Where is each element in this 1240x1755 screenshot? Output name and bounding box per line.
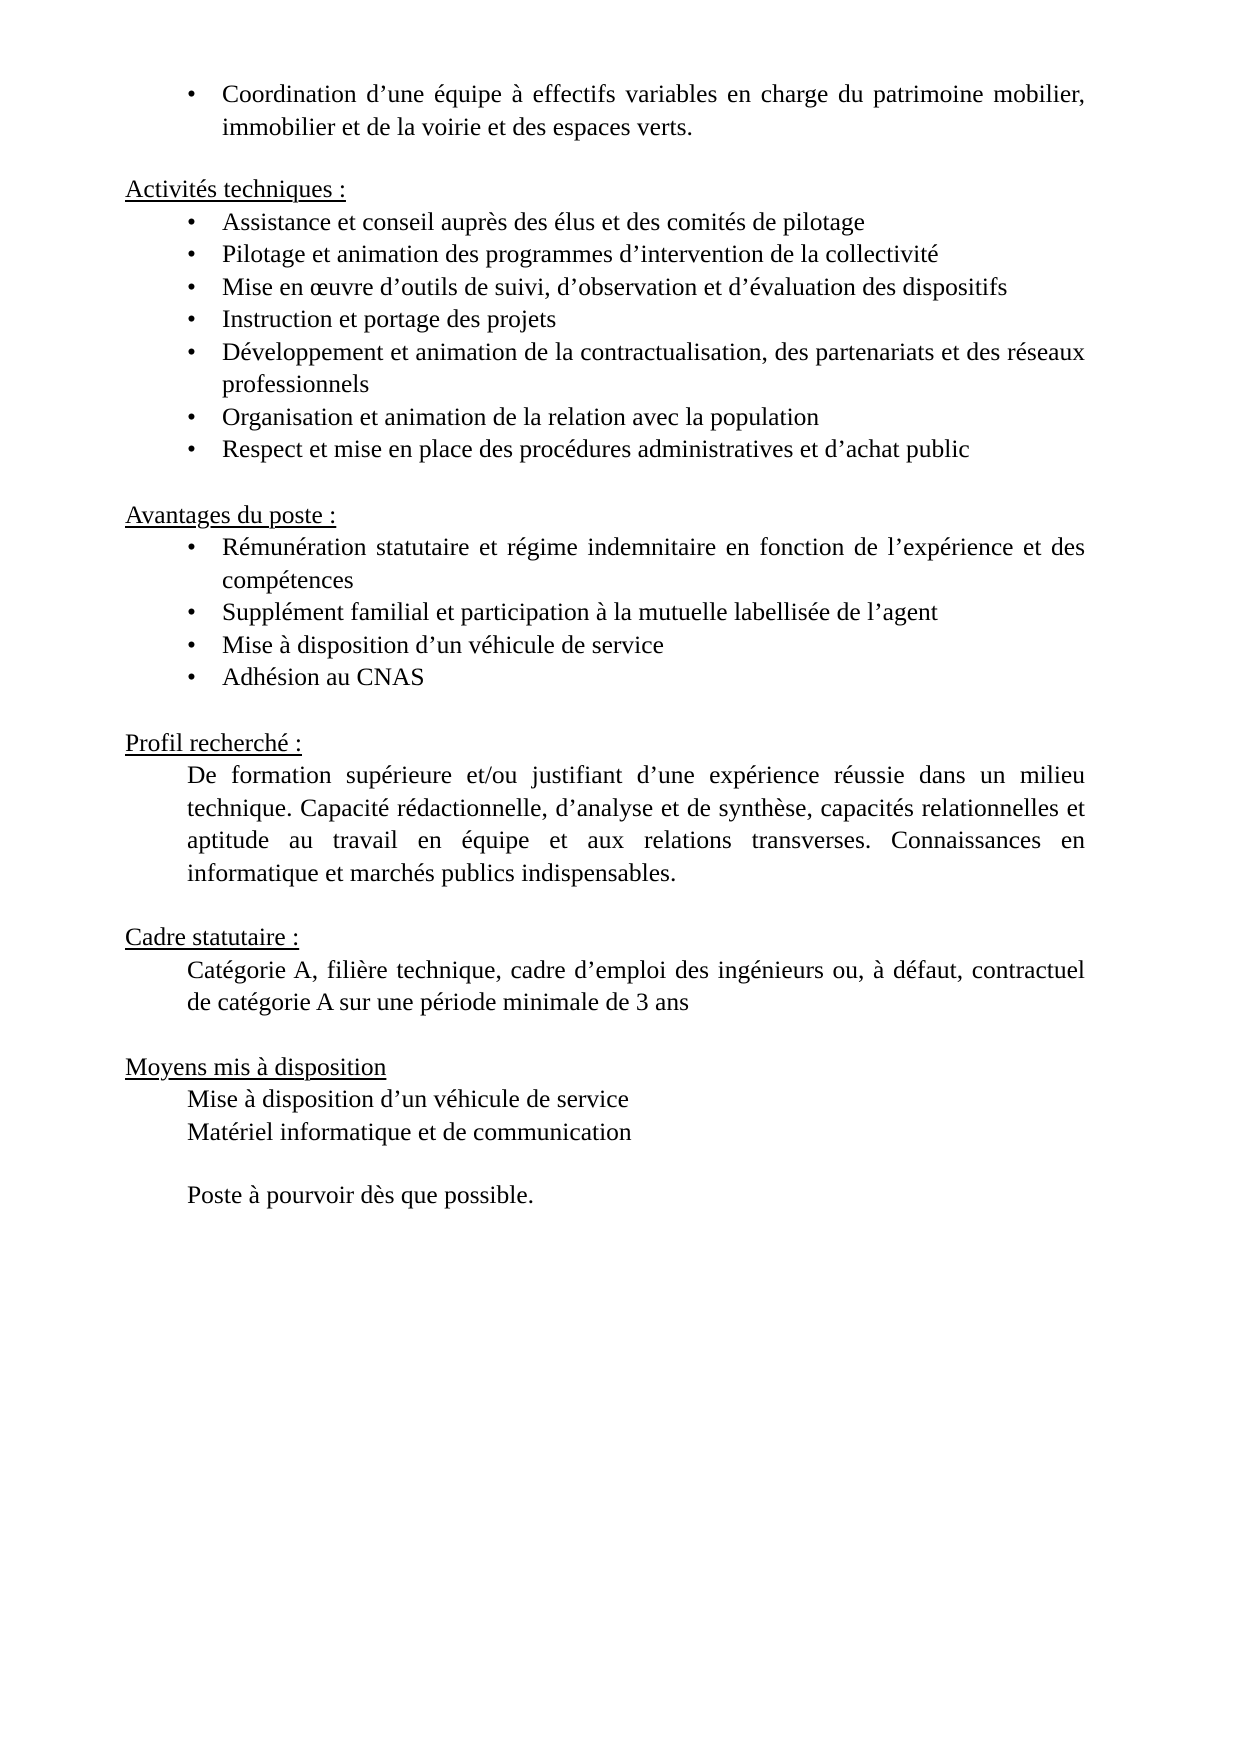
list-item-text: • Mise en œuvre d’outils de suivi, d’observation et d’évaluation des dispositifs	[222, 271, 1008, 301]
section-heading-profil-recherche	[125, 727, 1085, 760]
list-item	[125, 629, 1085, 662]
list-item-text: • Adhésion au CNAS	[222, 662, 425, 691]
document-body	[125, 78, 1085, 1212]
list-item	[125, 303, 1085, 336]
section-heading-text: Avantages du poste :	[125, 499, 337, 529]
list-item-text: • Coordination d’une équipe à effectifs variables en charge du patrimoine mobilier, immobilier et de la voirie et des espaces verts.	[222, 79, 1085, 141]
section-heading-text: Cadre statutaire :	[125, 922, 300, 951]
list-item	[125, 336, 1085, 401]
list-item-text: • Rémunération statutaire et régime indemnitaire en fonction de l’expérience et des compétences	[222, 532, 1085, 594]
list-item	[125, 238, 1085, 271]
list-item-text: • Respect et mise en place des procédures administratives et d’achat public	[222, 434, 970, 463]
list-item	[125, 596, 1085, 629]
avantages-du-poste-list	[125, 531, 1085, 694]
closing-statement: Poste à pourvoir dès que possible.	[187, 1180, 535, 1209]
list-item-text: • Organisation et animation de la relation avec la population	[222, 401, 820, 431]
list-item-text: • Assistance et conseil auprès des élus et des comités de pilotage	[222, 206, 865, 236]
section-heading-text: Activités techniques :	[125, 174, 346, 203]
spacer	[125, 694, 1085, 727]
cadre-statutaire-paragraph: Catégorie A, filière technique, cadre d’emploi des ingénieurs ou, à défaut, contractuel de catégorie A sur une période minimale de 3 ans	[187, 954, 1085, 1016]
section-heading-activites-techniques	[125, 173, 1085, 206]
moyens-line-vehicule: Mise à disposition d’un véhicule de service	[187, 1084, 629, 1113]
list-item	[125, 206, 1085, 239]
list-item	[125, 661, 1085, 694]
list-item	[125, 78, 1085, 143]
list-item-text: • Pilotage et animation des programmes d’intervention de la collectivité	[222, 239, 939, 268]
section-heading-text: Moyens mis à disposition	[125, 1051, 387, 1081]
profil-recherche-paragraph: De formation supérieure et/ou justifiant d’une expérience réussie dans un milieu technique. Capacité rédactionnelle, d’analyse et de synthèse, capacités relationnelles et aptitude au travail en équipe et aux relations transverses. Connaissances en informatique et marchés publics indispensables.	[187, 760, 1085, 887]
section-heading-cadre-statutaire	[125, 921, 1085, 954]
spacer	[125, 889, 1085, 921]
list-item-text: • Mise à disposition d’un véhicule de service	[222, 629, 664, 659]
section-heading-avantages-du-poste	[125, 499, 1085, 532]
section-heading-text: Profil recherché :	[125, 727, 302, 757]
activites-techniques-list	[125, 206, 1085, 466]
list-item	[125, 401, 1085, 434]
list-item-text: • Supplément familial et participation à la mutuelle labellisée de l’agent	[222, 597, 938, 626]
intro-bullet-list	[125, 78, 1085, 143]
list-item-text: • Développement et animation de la contractualisation, des partenariats et des réseaux professionnels	[222, 336, 1085, 398]
spacer	[125, 143, 1085, 173]
spacer	[125, 1019, 1085, 1051]
list-item	[125, 433, 1085, 466]
section-heading-moyens-mis-a-disposition	[125, 1051, 1085, 1084]
spacer	[125, 1148, 1085, 1179]
moyens-line-materiel: Matériel informatique et de communication	[187, 1116, 632, 1146]
list-item	[125, 531, 1085, 596]
spacer	[125, 466, 1085, 499]
list-item-text: • Instruction et portage des projets	[222, 304, 557, 333]
list-item	[125, 271, 1085, 304]
